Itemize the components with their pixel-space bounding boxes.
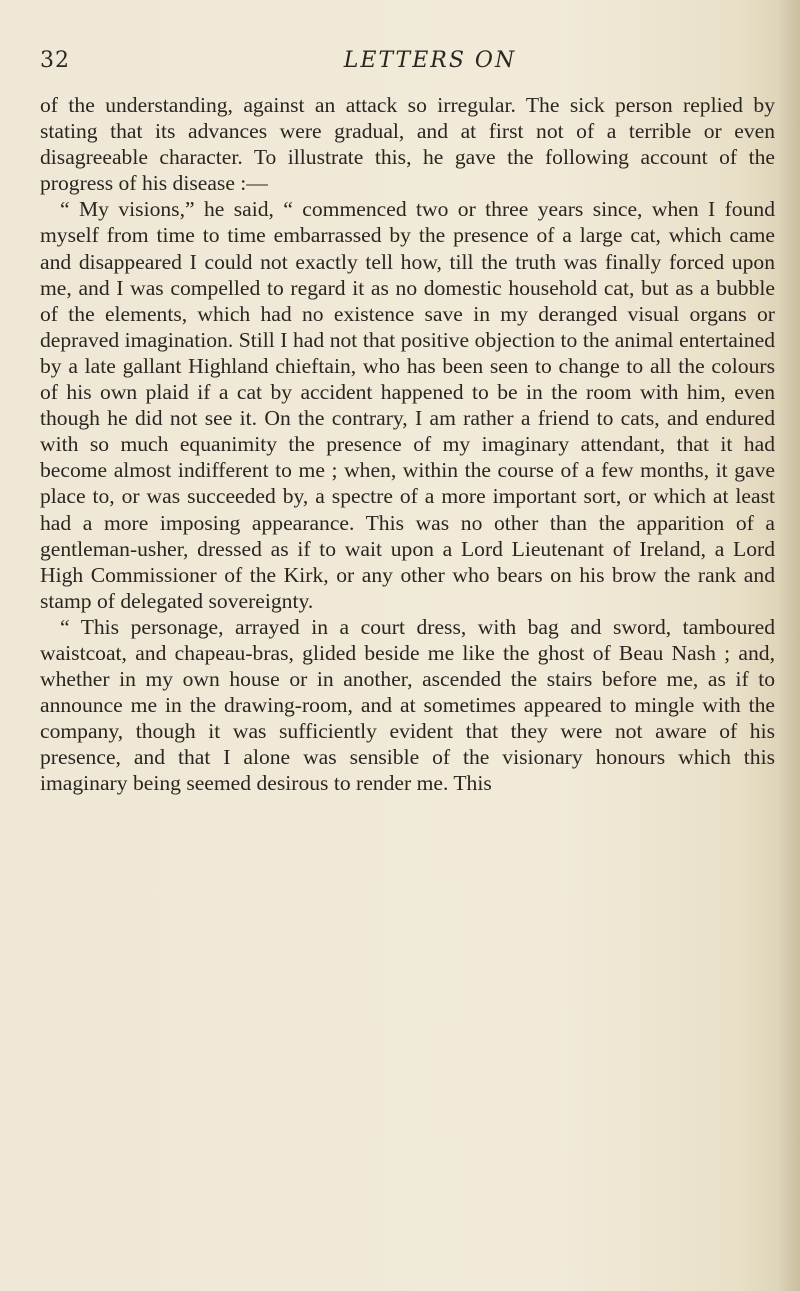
paragraph-1: of the understanding, against an attack so irregular. The sick person replied by stating that its advances were gradual, and at first not of a terrible or even disagreeable character. To illustrate this, he gave the following account of the progress of his disease :— — [40, 93, 775, 196]
page-edge-shadow — [778, 0, 800, 1291]
paragraph-2: “ My visions,” he said, “ commenced two or three years since, when I found myself from time to time embarrassed by the presence of a large cat, which came and disappeared I could not exactly tell how, till the truth was finally forced upon me, and I was compelled to regard it as no domestic household cat, but as a bubble of the elements, which had no existence save in my deranged visual organs or depraved imagination. Still I had not that positive objection to the animal entertained by a late gallant Highland chieftain, who has been seen to change to all the colours of his own plaid if a cat by accident happened to be in the room with him, even though he did not see it. On the contrary, I am rather a friend to cats, and endured with so much equanimity the presence of my imaginary attendant, that it had become almost indifferent to me ; when, within the course of a few months, it gave place to, or was succeeded by, a spectre of a more important sort, or which at least had a more imposing appearance. This was no other than the apparition of a gentleman-usher, dressed as if to wait upon a Lord Lieutenant of Ireland, a Lord High Commissioner of the Kirk, or any other who bears on his brow the rank and stamp of delegated sovereignty. — [40, 197, 775, 613]
paragraph-3: “ This personage, arrayed in a court dress, with bag and sword, tamboured waistcoat, and chapeau-bras, glided beside me like the ghost of Beau Nash ; and, whether in my own house or in another, ascended the stairs before me, as if to announce me in the drawing-room, and at sometimes appeared to mingle with the company, though it was sufficiently evident that they were not aware of his presence, and that I alone was sensible of the visionary honours which this imaginary being seemed desirous to render me. This — [40, 614, 775, 796]
body-text — [40, 92, 775, 797]
running-title: LETTERS ON — [343, 48, 517, 73]
page-header — [40, 48, 780, 88]
page-number: 32 — [40, 48, 70, 73]
